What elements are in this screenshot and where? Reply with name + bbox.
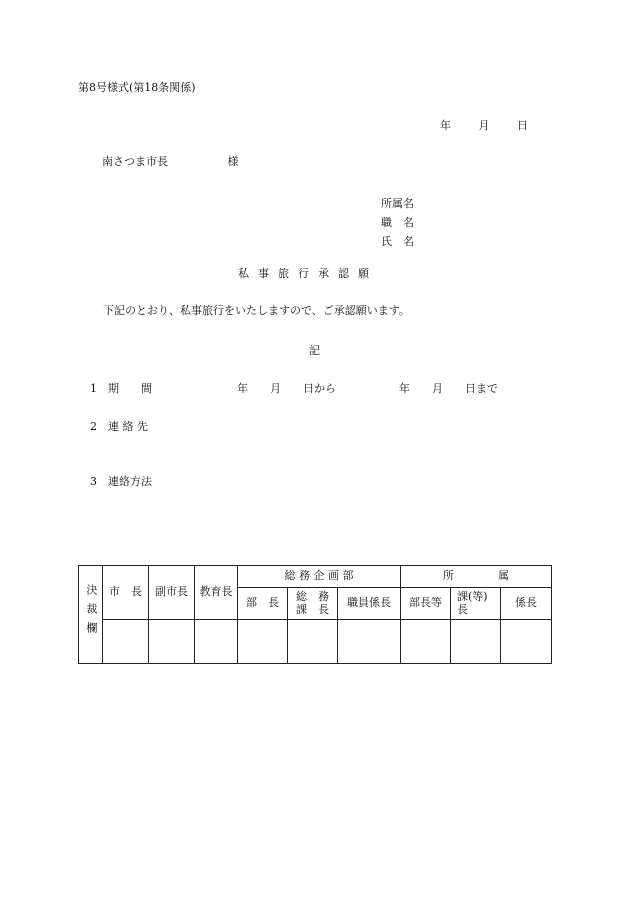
staff-chief-header: 職員係長 bbox=[338, 588, 401, 620]
period-to: 年 月 日まで bbox=[399, 382, 498, 395]
applicant-block bbox=[381, 194, 414, 251]
affiliation-label: 所属名 bbox=[381, 197, 414, 210]
education-head-header: 教育長 bbox=[195, 566, 238, 620]
ketsai-label: 決裁欄 bbox=[84, 584, 98, 642]
vice-mayor-stamp-cell[interactable] bbox=[149, 620, 195, 664]
aff-section-head-header bbox=[451, 588, 501, 620]
contact-label: 2 連 絡 先 bbox=[90, 420, 148, 433]
date-line bbox=[440, 120, 528, 131]
body-text: 下記のとおり、私事旅行をいたしますので、ご承認願います。 bbox=[103, 304, 410, 317]
contact-method-label: 3 連絡方法 bbox=[90, 475, 152, 488]
staff-chief-stamp-cell[interactable] bbox=[338, 620, 401, 664]
aff-dept-head-stamp-cell[interactable] bbox=[401, 620, 451, 664]
general-affairs-head-header bbox=[288, 588, 338, 620]
ki-label: 記 bbox=[309, 344, 320, 357]
mayor-header: 市 長 bbox=[103, 566, 149, 620]
aff-section-head-stamp-cell[interactable] bbox=[451, 620, 501, 664]
general-affairs-head-bottom: 課 長 bbox=[296, 602, 329, 616]
form-number: 第8号様式(第18条関係) bbox=[78, 81, 196, 94]
aff-section-head-bottom: 長 bbox=[457, 602, 469, 616]
aff-section-head-top: 課(等) bbox=[457, 589, 488, 603]
addressee-name: 南さつま市長 bbox=[102, 155, 168, 168]
addressee bbox=[102, 156, 239, 167]
date-month: 月 bbox=[478, 119, 490, 132]
dept-head-header: 部 長 bbox=[238, 588, 288, 620]
date-year: 年 bbox=[440, 119, 451, 132]
addressee-honorific: 様 bbox=[227, 155, 239, 168]
aff-dept-head-header: 部長等 bbox=[401, 588, 451, 620]
vice-mayor-header: 副市長 bbox=[149, 566, 195, 620]
education-head-stamp-cell[interactable] bbox=[195, 620, 238, 664]
general-affairs-head-stamp-cell[interactable] bbox=[288, 620, 338, 664]
dept-group-header: 総 務 企 画 部 bbox=[238, 566, 401, 588]
dept-head-stamp-cell[interactable] bbox=[238, 620, 288, 664]
aff-chief-header: 係長 bbox=[501, 588, 552, 620]
general-affairs-head-top: 総 務 bbox=[296, 589, 329, 603]
period-label: 1 期 間 bbox=[90, 382, 152, 395]
affiliation-group-header: 所 属 bbox=[401, 566, 552, 588]
date-day: 日 bbox=[517, 119, 528, 132]
document-title: 私事旅行承認願 bbox=[238, 267, 378, 280]
ketsai-cell bbox=[79, 566, 103, 664]
mayor-stamp-cell[interactable] bbox=[103, 620, 149, 664]
name-label: 氏 名 bbox=[381, 235, 414, 248]
approval-table bbox=[78, 565, 552, 664]
position-label: 職 名 bbox=[381, 216, 414, 229]
aff-chief-stamp-cell[interactable] bbox=[501, 620, 552, 664]
period-from: 年 月 日から bbox=[237, 382, 336, 395]
